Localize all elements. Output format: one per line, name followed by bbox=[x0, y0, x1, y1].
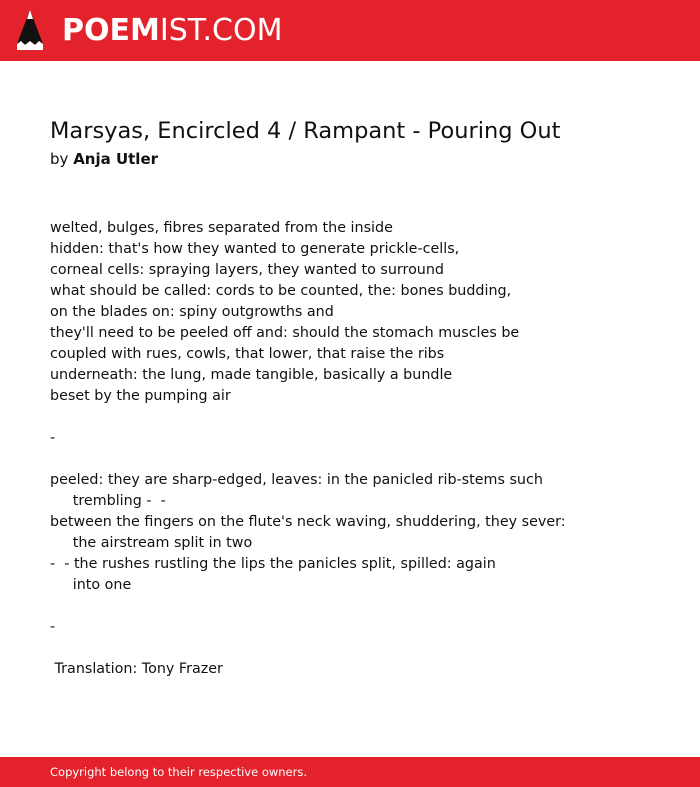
poem-line: on the blades on: spiny outgrowths and bbox=[50, 304, 334, 320]
poem-line: corneal cells: spraying layers, they wanted to surround bbox=[50, 262, 445, 278]
poem-line: coupled with rues, cowls, that lower, that raise the ribs bbox=[50, 346, 445, 362]
poem-line: - bbox=[50, 430, 56, 446]
poem-line: they'll need to be peeled off and: should the stomach muscles be bbox=[50, 325, 520, 341]
poem-line: welted, bulges, fibres separated from the inside bbox=[50, 220, 393, 236]
poem-body bbox=[50, 218, 650, 680]
poem-line: - bbox=[50, 619, 56, 635]
poem-title: Marsyas, Encircled 4 / Rampant - Pouring Out bbox=[50, 118, 561, 144]
by-label: by bbox=[50, 150, 69, 168]
site-header bbox=[0, 0, 700, 61]
site-logo[interactable] bbox=[62, 11, 282, 51]
poem-line: what should be called: cords to be counted, the: bones budding, bbox=[50, 283, 512, 299]
poem-blank-line bbox=[50, 638, 650, 659]
poem-line: Translation: Tony Frazer bbox=[50, 661, 223, 677]
poem-line: underneath: the lung, made tangible, basically a bundle bbox=[50, 367, 453, 383]
poem-blank-line bbox=[50, 596, 650, 617]
poem-line: beset by the pumping air bbox=[50, 388, 231, 404]
poem-line: trembling - - bbox=[50, 493, 166, 509]
author-name: Anja Utler bbox=[73, 150, 159, 168]
poem-line: hidden: that's how they wanted to generate prickle-cells, bbox=[50, 241, 460, 257]
poem-line: - - the rushes rustling the lips the panicles split, spilled: again bbox=[50, 556, 496, 572]
logo-text-bold: POEM bbox=[62, 13, 160, 48]
site-footer bbox=[0, 757, 700, 787]
poem-line: the airstream split in two bbox=[50, 535, 253, 551]
poem-line: peeled: they are sharp-edged, leaves: in the panicled rib-stems such bbox=[50, 472, 543, 488]
poem-line: into one bbox=[50, 577, 132, 593]
pencil-tip-icon[interactable] bbox=[17, 10, 43, 52]
poem-line: between the fingers on the flute's neck waving, shuddering, they sever: bbox=[50, 514, 566, 530]
poem-blank-line bbox=[50, 407, 650, 428]
byline bbox=[50, 148, 158, 170]
copyright-notice: Copyright belong to their respective owners. bbox=[50, 765, 308, 779]
logo-text-light: IST.COM bbox=[159, 13, 283, 48]
poem-blank-line bbox=[50, 449, 650, 470]
